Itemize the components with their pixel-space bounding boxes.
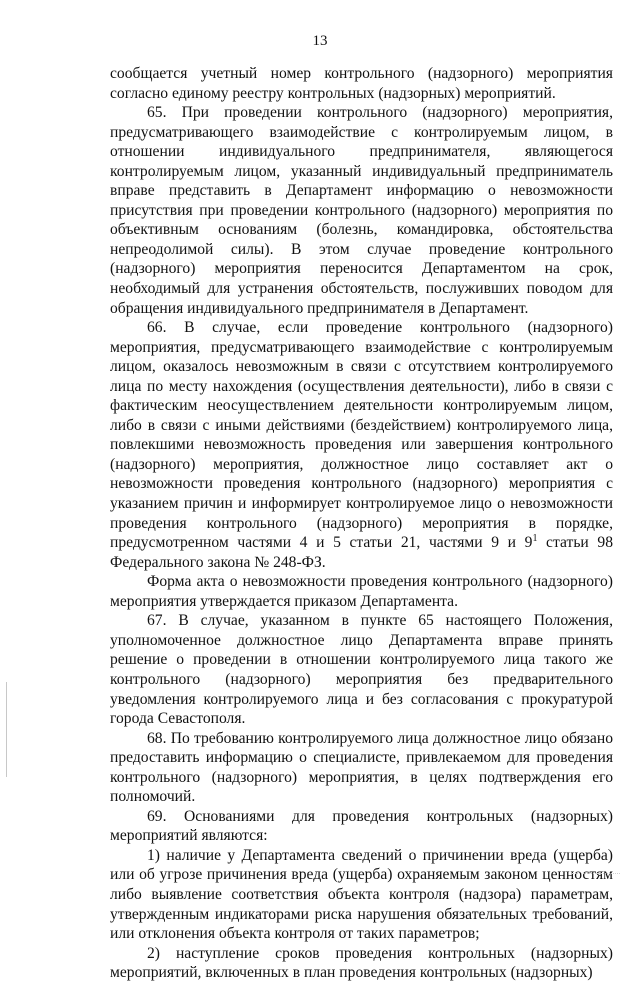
- scan-edge-mark: [6, 682, 7, 777]
- paragraph-66: [110, 318, 613, 572]
- paragraph-67: 67. В случае, указанном в пункте 65 настоящего Положения, уполномоченное должностное лицо Департамента вправе принять решение о проведении в отношении контролируемого лица такого же контрольного (надзорного) мероприятия без предварительного уведомления контролируемого лица и без согласования с прокуратурой города Севастополя.: [110, 612, 613, 728]
- paragraph-act-form: Форма акта о невозможности проведения контрольного (надзорного) мероприятия утверждается приказом Департамента.: [110, 573, 613, 610]
- list-item-2: 2) наступление сроков проведения контрольных (надзорных) мероприятий, включенных в план проведения контрольных (надзорных): [110, 944, 613, 982]
- paragraph-65: 65. При проведении контрольного (надзорного) мероприятия, предусматривающего взаимодействие с контролируемым лицом, в отношении индивидуального предпринимателя, являющегося контролируемым лицом, указанный индивидуальный предприниматель вправе представить в Департамент информацию о невозможности присутствия при проведении контрольного (надзорного) мероприятия по объективным основаниям (болезнь, командировка, обстоятельства непреодолимой силы). В этом случае проведение контрольного (надзорного) мероприятия переносится Департаментом на срок, необходимый для устранения обстоятельств, послуживших поводом для обращения индивидуального предпринимателя в Департамент.: [110, 104, 613, 317]
- paragraph-66-text: 66. В случае, если проведение контрольного (надзорного) мероприятия, предусматривающего взаимодействие с контролируемым лицом, оказалось невозможным в связи с отсутствием контролируемого лица по месту нахождения (осуществления деятельности), либо в связи с фактическим неосуществлением деятельности контролируемым лицом, либо в связи с иными действиями (бездействием) контролируемого лица, повлекшими невозможность проведения или завершения контрольного (надзорного) мероприятия, должностное лицо составляет акт о невозможности проведения контрольного (надзорного) мероприятия с указанием причин и информирует контролируемое лицо о невозможности проведения контрольного (надзорного) мероприятия в порядке, предусмотренном частями 4 и 5 статьи 21, частями 9 и 9: [110, 319, 613, 552]
- scan-corner-mark: [572, 873, 620, 888]
- list-item-1: 1) наличие у Департамента сведений о причинении вреда (ущерба) или об угрозе причинения вреда (ущерба) охраняемым законом ценностям либо выявление соответствия объекта контроля (надзора) параметрам, утвержденным индикаторами риска нарушения обязательных требований, или отклонения объекта контроля от таких параметров;: [110, 846, 613, 943]
- paragraph-continuation: сообщается учетный номер контрольного (надзорного) мероприятия согласно единому реестру контрольных (надзорных) мероприятий.: [110, 65, 613, 102]
- superscript-mark: 1: [532, 532, 538, 544]
- page-number: 13: [312, 33, 328, 49]
- document-body: [110, 64, 613, 983]
- paragraph-68: 68. По требованию контролируемого лица должностное лицо обязано предоставить информацию о специалисте, привлекаемом для проведения контрольного (надзорного) мероприятия, в целях подтверждения его полномочий.: [110, 729, 613, 806]
- paragraph-69: 69. Основаниями для проведения контрольных (надзорных) мероприятий являются:: [110, 807, 613, 845]
- paragraph-66-tail: статьи 98 Федерального закона № 248-ФЗ.: [110, 534, 613, 571]
